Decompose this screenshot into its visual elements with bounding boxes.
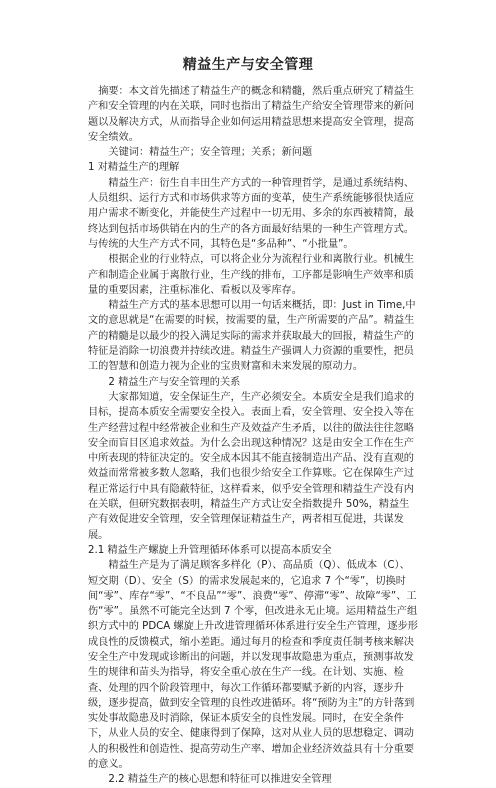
paragraph: 大家都知道，安全保证生产，生产必须安全。本质安全是我们追求的目标，提高本质安全需要安全投入。表面上看，安全管理、安全投入等在生产经营过程中经常被企业和生产及效益产生矛盾，以往的做法往往忽略安全而盲目区追求效益。为什么会出现这种情况？这是由安全工作在生产中所表现的特征决定的。安全成本因其不能直接制造出产品、没有直观的效益而常常被多数人忽略，我们也很少给安全工作算账。它在保障生产过程正常运行中具有隐蔽特征，这样看来，似乎安全管理和精益生产没有内在关联，但研究数据表明，精益生产方式让安全指数提升 50%，精益生产有效促进安全管理，安全管理保证精益生产，两者相互促进，共谋发展。: [88, 391, 415, 541]
paragraph: 精益生产：衍生自丰田生产方式的一种管理哲学，是通过系统结构、人员组织、运行方式和市场供求等方面的变革，使生产系统能够很快适应用户需求不断变化，并能使生产过程中一切无用、多余的东西被精简，最终达到包括市场供销在内的生产的各方面最好结果的一种生产管理方式。与传统的大生产方式不同，其特色是“多品种”、“小批量”。: [88, 177, 415, 250]
paragraph: 2 精益生产与安全管理的关系: [108, 376, 241, 388]
paragraph: 2.2 精益生产的核心思想和特征可以推进安全管理: [108, 774, 332, 786]
paragraph: 摘要：本文首先描述了精益生产的概念和精髓，然后重点研究了精益生产和安全管理的内在关联，同时也指出了精益生产给安全管理带来的新问题以及解决方式，从而指导企业如何运用精益思想来提高安全管理，提高安全绩效。: [88, 86, 414, 143]
paragraph: 根据企业的行业特点，可以将企业分为流程行业和离散行业。机械生产和制造企业属于离散行业，生产线的排布，工序都是影响生产效率和质量的重要因素，注重标准化、看板以及零库存。: [88, 254, 415, 296]
paragraph: 2.1 精益生产螺旋上升管理循环体系可以提高本质安全: [88, 544, 332, 556]
paragraph: 精益生产方式的基本思想可以用一句话来概括，即：Just in Time,中文的意思就是“在需要的时候，按需要的量，生产所需要的产品”。精益生产的精髓是以最少的投入满足实际的需求并获取最大的回报，精益生产的特征是消除一切浪费并持续改进。精益生产强调人力资源的重要性，把员工的智慧和创造力视为企业的宝贵财富和未来发展的原动力。: [88, 300, 416, 373]
paragraph: 1 对精益生产的理解: [88, 162, 180, 174]
page-title: 精益生产与安全管理: [182, 57, 314, 73]
paragraph: 精益生产是为了满足顾客多样化（P）、高品质（Q）、低成本（C）、短交期（D）、安全（S）的需求发展起来的，它追求 7 个“零”，切换时间“零”、库存“零”、“不良品”“零”、浪费“零”、停滞“零”、故障“零”、工伤“零”。虽然不可能完全达到 7 个零，但改进永无止境。运用精益生产组织方式中的 PDCA 螺旋上升改进管理循环体系进行安全生产管理，逐步形成良性的反馈模式，缩小差距。通过每月的检查和季度责任制考核来解决安全生产中发现或诊断出的问题，并以发现事故隐患为重点，预测事故发生的规律和苗头为指导，将安全重心放在生产一线。在计划、实施、检查、处理的四个阶段管理中，每次工作循环都要赋予新的内容，逐步升级，逐步提高，做到安全管理的良性改进循环。将“预防为主”的方针落到实处事故隐患及时消除，保证本质安全的良性发展。同时，在安全条件下，从业人员的安全、健康得到了保障，这对从业人员的思想稳定、调动人的积极性和创造性、提高劳动生产率、增加企业经济效益具有十分重要的意义。: [88, 560, 418, 771]
document-body: [88, 84, 418, 788]
paragraph: 关键词：精益生产；安全管理；关系；新问题: [108, 147, 313, 159]
